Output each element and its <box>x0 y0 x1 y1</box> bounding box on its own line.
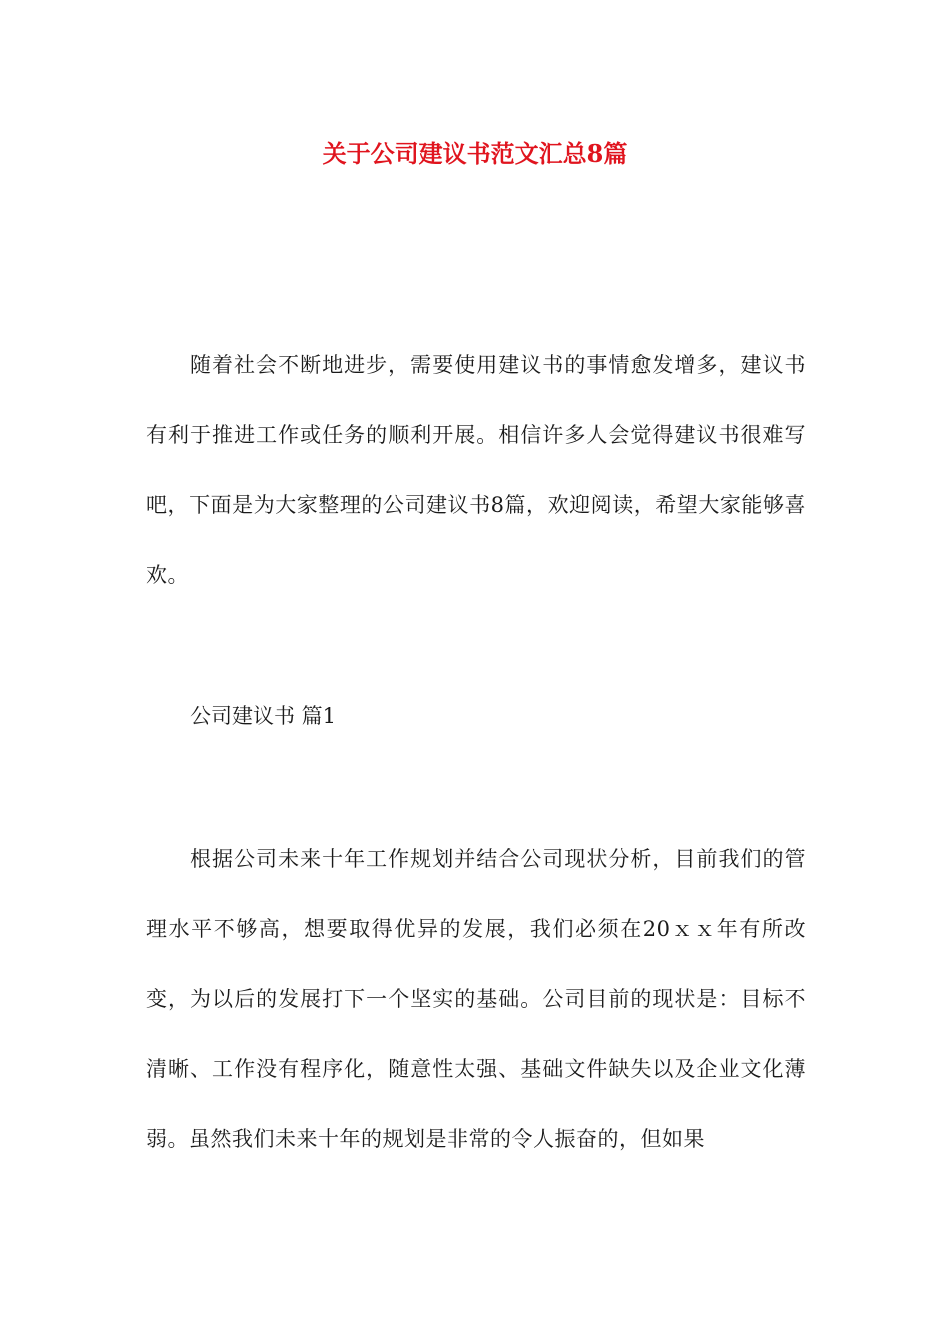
body-paragraph: 根据公司未来十年工作规划并结合公司现状分析，目前我们的管理水平不够高，想要取得优异的发展，我们必须在20ｘｘ年有所改变，为以后的发展打下一个坚实的基础。公司目前的现状是：目标不清晰、工作没有程序化，随意性太强、基础文件缺失以及企业文化薄弱。虽然我们未来十年的规划是非常的令人振奋的，但如果 <box>146 847 806 1151</box>
section-heading: 公司建议书 篇1 <box>190 704 337 728</box>
document-title: 关于公司建议书范文汇总8篇 <box>322 139 628 168</box>
intro-paragraph: 随着社会不断地进步，需要使用建议书的事情愈发增多，建议书有利于推进工作或任务的顺利开展。相信许多人会觉得建议书很难写吧，下面是为大家整理的公司建议书8篇，欢迎阅读，希望大家能够喜欢。 <box>146 353 806 587</box>
